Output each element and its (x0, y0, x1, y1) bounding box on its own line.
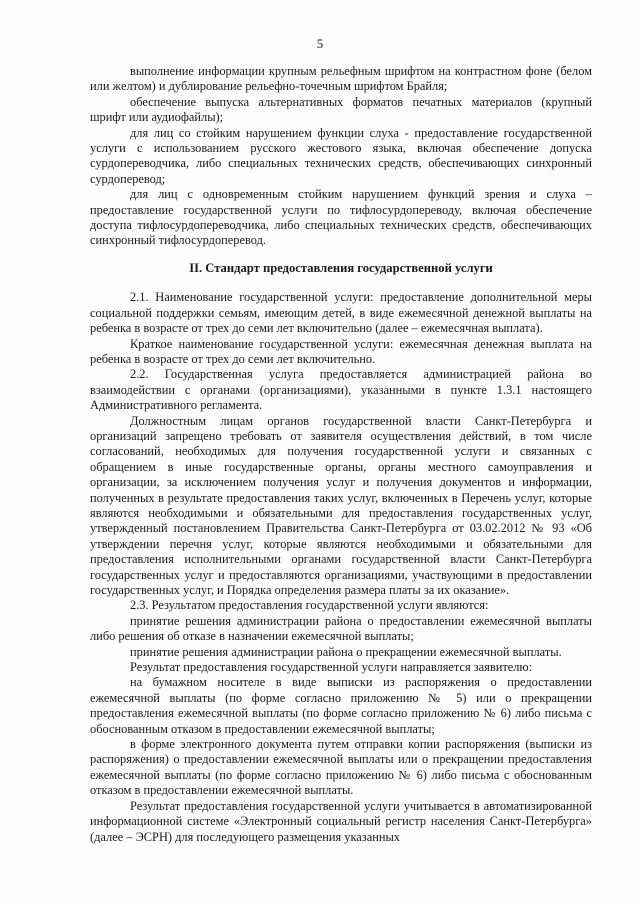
paragraph: принятие решения администрации района о предоставлении ежемесячной выплаты либо решения об отказе в назначении ежемесячной выплаты; (90, 613, 592, 644)
paragraph: в форме электронного документа путем отправки копии распоряжения (выписки из распоряжения) о предоставлении ежемесячной выплаты или о прекращении предоставления ежемесячной выплаты (по форме согласно приложению № 6) либо письма с обоснованным отказом в предоставлении ежемесячной выплаты. (90, 737, 592, 798)
paragraph: выполнение информации крупным рельефным шрифтом на контрастном фоне (белом или желтом) и дублирование рельефно-точечным шрифтом Брайля; (90, 64, 592, 94)
paragraph: Краткое наименование государственной услуги: ежемесячная денежная выплата на ребенка в возрасте от трех до семи лет включительно. (90, 336, 592, 366)
paragraph: обеспечение выпуска альтернативных форматов печатных материалов (крупный шрифт или аудиофайлы); (90, 94, 592, 125)
paragraph: 2.3. Результатом предоставления государственной услуги являются: (130, 598, 489, 613)
paragraph: Результат предоставления государственной услуги учитывается в автоматизированной информационной системе «Электронный социальный регистр населения Санкт-Петербурга» (далее – ЭСРН) для последующего размещения указанных (90, 798, 592, 844)
paragraph: принятие решения администрации района о прекращении ежемесячной выплаты. (130, 644, 562, 659)
paragraph: для лиц с одновременным стойким нарушением функций зрения и слуха – предоставление государственной услуги по тифлосурдопереводу, включая обеспечение доступа тифлосурдопереводчика, либо специальных технических средств, обеспечивающих синхронный тифлосурдоперевод. (90, 187, 592, 248)
paragraph: для лиц со стойким нарушением функции слуха - предоставление государственной услуги с использованием русского жестового языка, включая обеспечение допуска сурдопереводчика, либо специальных технических средств, обеспечивающих синхронный сурдоперевод; (90, 125, 592, 186)
paragraph: Должностным лицам органов государственной власти Санкт-Петербурга и организаций запрещено требовать от заявителя осуществления действий, в том числе согласований, необходимых для получения государственной услуги и связанных с обращением в иные государственные органы, органы местного самоуправления и организации, за исключением получения услуг и получения документов и информации, полученных в результате предоставления таких услуг, включенных в Перечень услуг, которые являются необходимыми и обязательными для предоставления государственных услуг, утвержденный постановлением Правительства Санкт-Петербурга от 03.02.2012 № 93 «Об утверждении перечня услуг, которые являются необходимыми и обязательными для предоставления исполнительными органами государственной власти Санкт-Петербурга государственных услуг и предоставляются организациями, участвующими в предоставлении государственных услуг, и Порядка определения размера платы за их оказание». (90, 413, 592, 597)
page-number: 5 (316, 36, 324, 51)
paragraph: на бумажном носителе в виде выписки из распоряжения о предоставлении ежемесячной выплаты (по форме согласно приложению № 5) или о прекращении предоставления ежемесячной выплаты (по форме согласно приложению № 6) либо письма с обоснованным отказом в предоставлении ежемесячной выплаты; (90, 675, 592, 736)
paragraph: Результат предоставления государственной услуги направляется заявителю: (130, 660, 533, 675)
section-heading: II. Стандарт предоставления государственной услуги (189, 260, 493, 275)
document-body (90, 64, 592, 845)
paragraph: 2.1. Наименование государственной услуги: предоставление дополнительной меры социальной поддержки семьям, имеющим детей, в виде ежемесячной денежной выплаты на ребенка в возрасте от трех до семи лет включительно (далее – ежемесячная выплата). (90, 290, 592, 336)
paragraph: 2.2. Государственная услуга предоставляется администрацией района во взаимодействии с органами (организациями), указанными в пункте 1.3.1 настоящего Административного регламента. (90, 367, 592, 413)
